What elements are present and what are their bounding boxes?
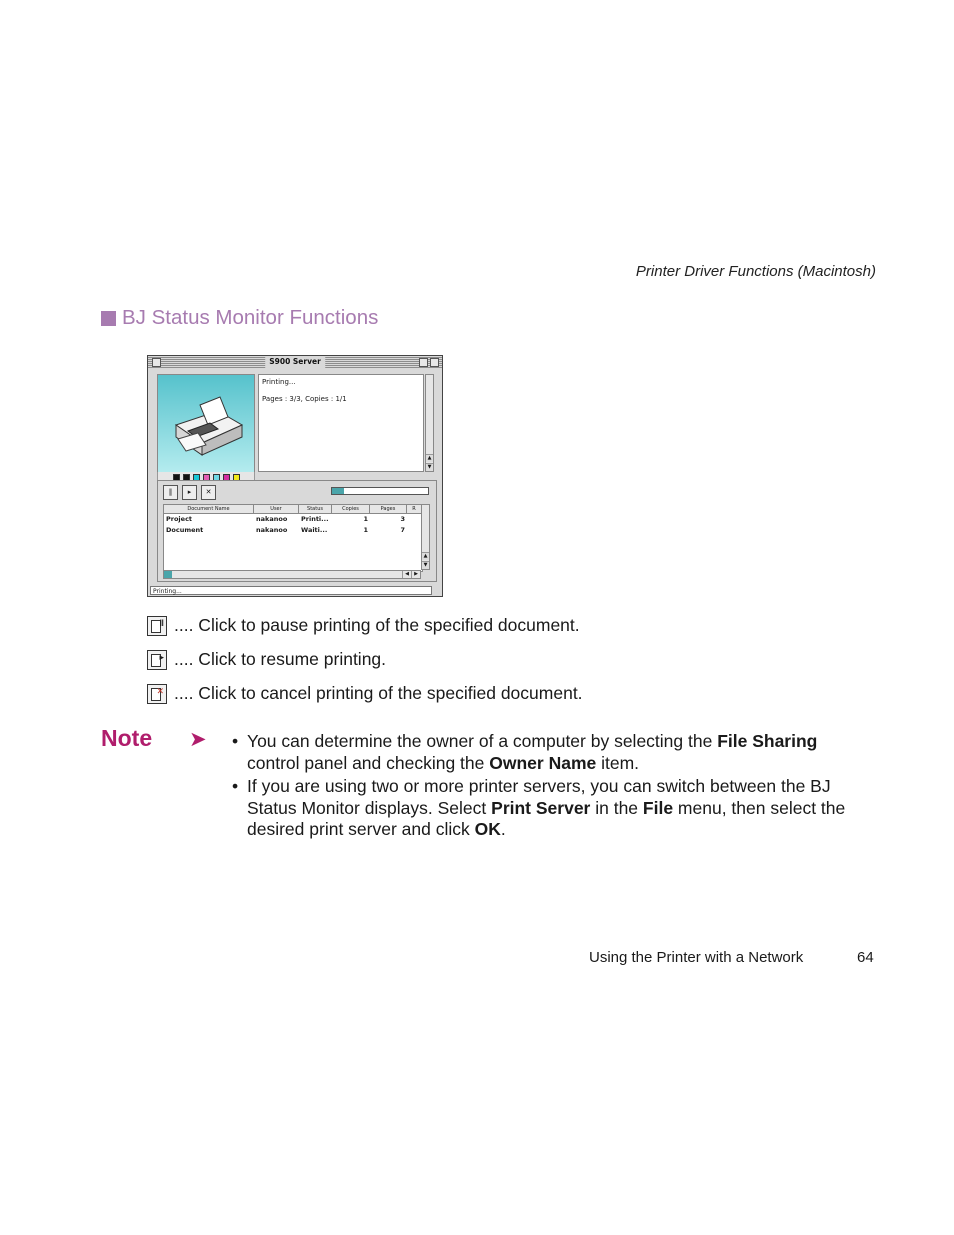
column-header[interactable]: Status — [299, 505, 332, 513]
print-progress-bar — [331, 487, 429, 495]
note-bold-text: OK — [474, 819, 501, 839]
status-message-pane — [258, 374, 424, 472]
cell-document: Document — [166, 526, 204, 534]
pause-description — [147, 615, 580, 636]
window-status-bar: Printing... — [150, 586, 432, 595]
pause-description-text: .... Click to pause printing of the specified document. — [174, 615, 580, 635]
cancel-document-icon: ✕ — [147, 684, 167, 704]
cell-status: Waiti... — [301, 526, 328, 534]
cancel-document-button[interactable]: ✕ — [201, 485, 216, 500]
scroll-up-icon[interactable]: ▲ — [427, 455, 432, 461]
note-arrow-icon: ➤ — [189, 728, 207, 751]
running-head: Printer Driver Functions (Macintosh) — [635, 263, 876, 280]
status-line-pages: Pages : 3/3, Copies : 1/1 — [262, 395, 347, 403]
column-header[interactable]: R — [407, 505, 422, 513]
collapse-box-icon[interactable] — [430, 358, 439, 367]
table-row[interactable] — [164, 525, 422, 536]
note-label: Note — [101, 725, 153, 751]
window-title: S900 Server — [265, 356, 325, 368]
printer-icon — [158, 375, 254, 473]
scroll-up-icon[interactable]: ▲ — [423, 553, 428, 559]
table-row[interactable] — [164, 514, 422, 525]
scroll-thumb[interactable] — [164, 571, 172, 578]
progress-fill — [332, 488, 344, 494]
print-queue-panel — [157, 480, 437, 582]
page-number: 64 — [857, 949, 874, 966]
note-list — [232, 731, 862, 843]
cell-user: nakanoo — [256, 526, 288, 534]
note-text: If you are using two or more printer servers, you can switch between the BJ Status Monitor displays. Select — [247, 776, 831, 818]
scroll-left-icon[interactable]: ◀ — [402, 571, 411, 578]
column-header[interactable]: Document Name — [164, 505, 254, 513]
pause-document-icon: ‖ — [147, 616, 167, 636]
footer-chapter: Using the Printer with a Network — [589, 949, 804, 966]
note-text: control panel and checking the — [247, 752, 490, 773]
note-bold-text: Owner Name — [489, 752, 597, 773]
close-box-icon[interactable] — [152, 358, 161, 367]
scroll-down-icon[interactable]: ▼ — [423, 562, 428, 568]
note-bold-text: Print Server — [491, 797, 591, 818]
note-text: in the — [590, 797, 643, 818]
section-title — [101, 306, 378, 330]
note-text: menu, then select the desired print server and click — [247, 797, 846, 839]
section-title-text: BJ Status Monitor Functions — [122, 306, 379, 329]
cancel-description-text: .... Click to cancel printing of the specified document. — [174, 683, 583, 703]
column-header[interactable]: Copies — [332, 505, 370, 513]
note-item — [232, 776, 862, 841]
note-text: . — [500, 819, 506, 839]
zoom-box-icon[interactable] — [419, 358, 428, 367]
column-header[interactable]: Pages — [370, 505, 407, 513]
cancel-description — [147, 683, 583, 704]
section-square-icon — [101, 311, 116, 326]
note-item — [232, 731, 862, 774]
queue-vertical-scrollbar[interactable] — [421, 504, 430, 570]
cell-user: nakanoo — [256, 515, 288, 523]
note-text: item. — [596, 752, 640, 773]
cell-copies: 1 — [363, 526, 368, 534]
printer-image — [157, 374, 255, 474]
resume-description-text: .... Click to resume printing. — [174, 649, 387, 669]
cell-document: Project — [166, 515, 193, 523]
cell-status: Printi... — [301, 515, 329, 523]
column-header[interactable]: User — [254, 505, 299, 513]
window-titlebar[interactable] — [148, 356, 442, 368]
cell-copies: 1 — [363, 515, 368, 523]
message-scrollbar[interactable] — [425, 374, 434, 472]
table-header — [164, 505, 422, 514]
note-text: You can determine the owner of a computer by selecting the — [247, 731, 718, 751]
resume-description — [147, 649, 386, 670]
note-bold-text: File Sharing — [717, 731, 818, 751]
status-line-printing: Printing... — [262, 378, 296, 386]
scroll-down-icon[interactable]: ▼ — [427, 464, 432, 470]
scroll-right-icon[interactable]: ▶ — [411, 571, 420, 578]
resume-printing-icon: ▸ — [147, 650, 167, 670]
cell-pages: 3 — [400, 515, 405, 523]
note-bold-text: File — [642, 797, 674, 818]
status-monitor-window — [147, 355, 443, 597]
pause-document-button[interactable]: ‖ — [163, 485, 178, 500]
resume-printing-button[interactable]: ▸ — [182, 485, 197, 500]
queue-horizontal-scrollbar[interactable] — [163, 570, 421, 579]
cell-pages: 7 — [400, 526, 405, 534]
print-queue-table — [163, 504, 423, 572]
